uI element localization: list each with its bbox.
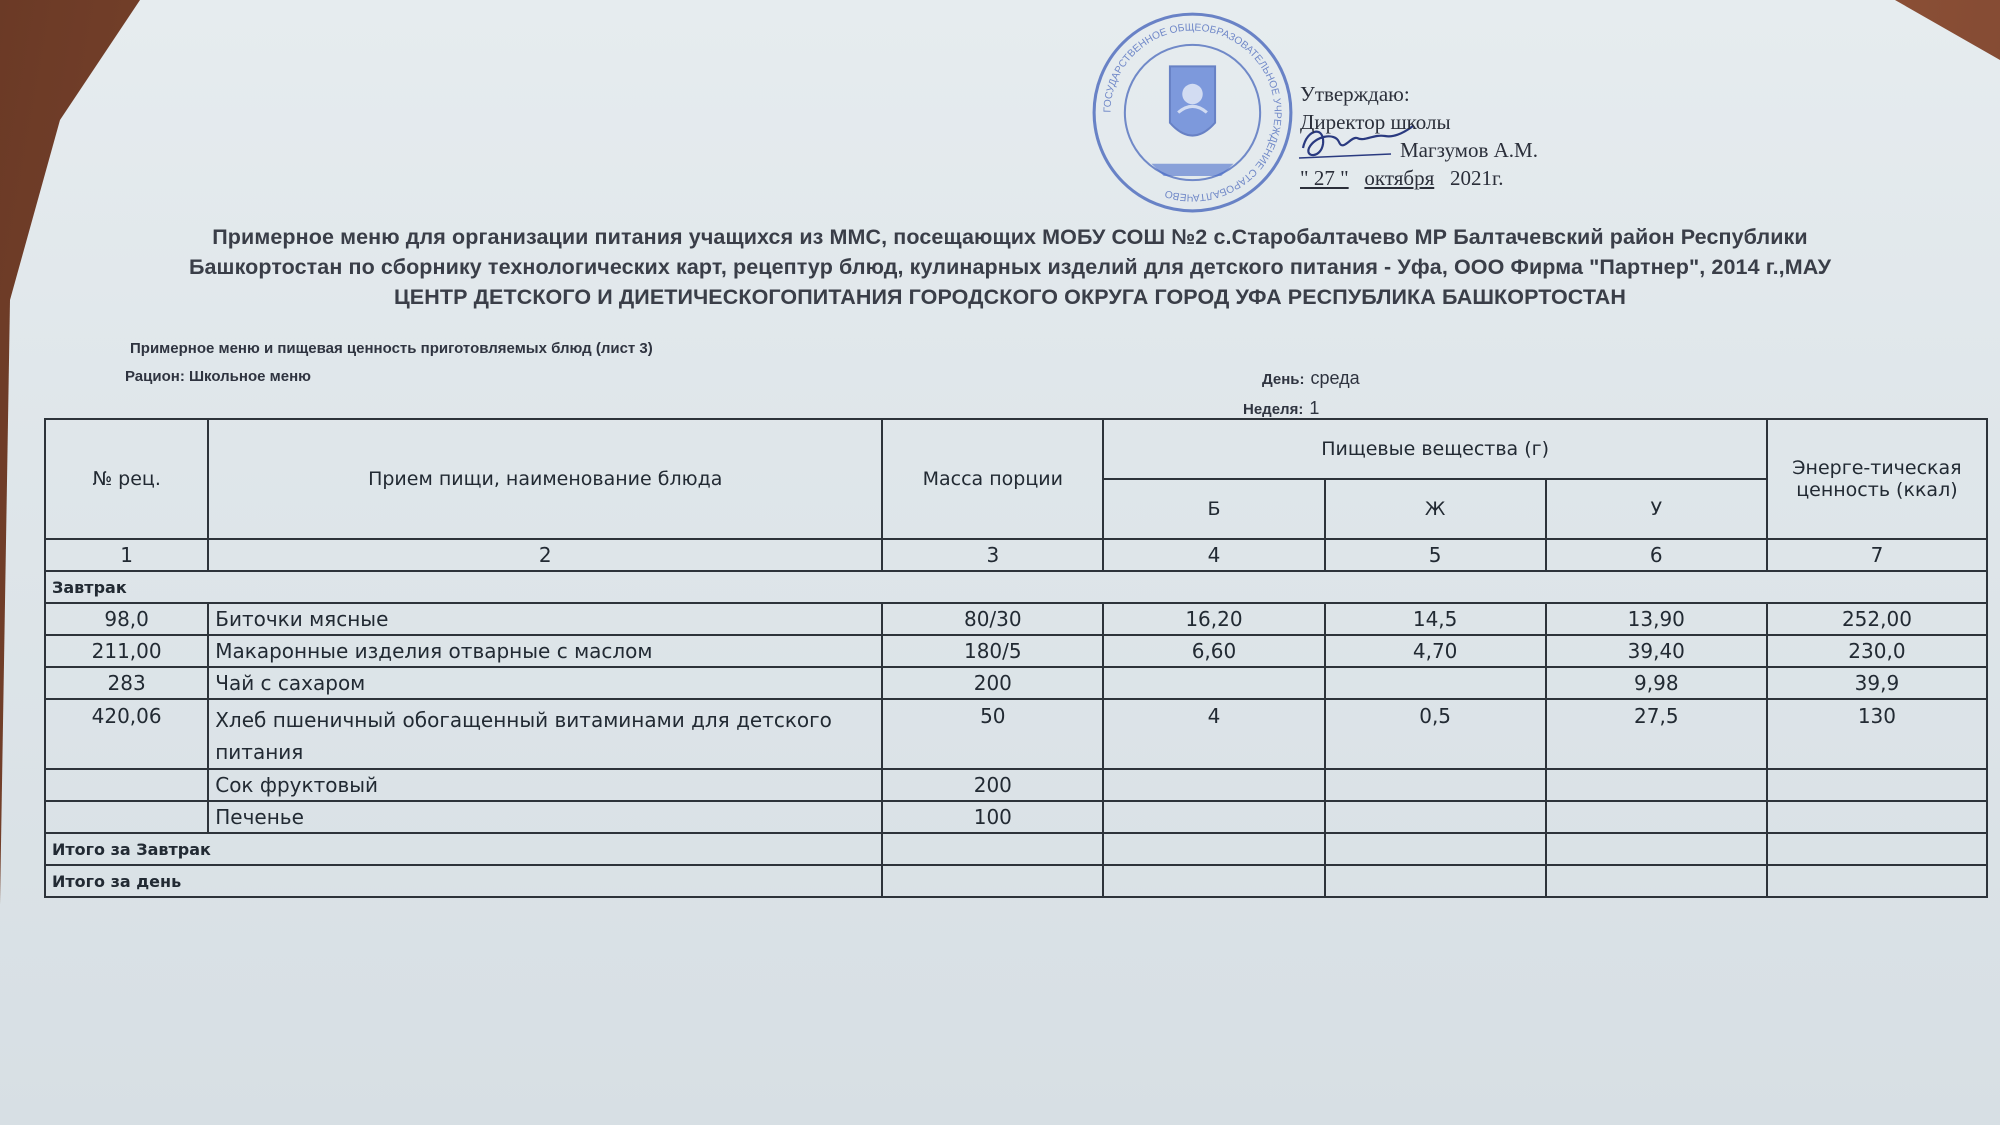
cell-b: 6,60 bbox=[1103, 635, 1324, 667]
cell-kcal bbox=[1767, 769, 1987, 801]
cell-kcal: 39,9 bbox=[1767, 667, 1987, 699]
column-number-row bbox=[45, 539, 1987, 571]
stamp-ring-text: ГОСУДАРСТВЕННОЕ ОБЩЕОБРАЗОВАТЕЛЬНОЕ УЧРЕЖДЕНИЕ СТАРОБАЛТАЧЕВО bbox=[1102, 22, 1283, 203]
col-number: 2 bbox=[208, 539, 882, 571]
cell-name: Печенье bbox=[208, 801, 882, 833]
approval-date-year: 2021г. bbox=[1450, 166, 1504, 190]
cell-name: Чай с сахаром bbox=[208, 667, 882, 699]
cell-b: 16,20 bbox=[1103, 603, 1324, 635]
header-name: Прием пищи, наименование блюда bbox=[208, 419, 882, 539]
day-label: День: bbox=[1262, 371, 1305, 388]
approval-block bbox=[1300, 80, 1538, 192]
cell-mass: 200 bbox=[882, 769, 1103, 801]
cell-mass: 50 bbox=[882, 699, 1103, 769]
table-row bbox=[45, 769, 1987, 801]
table-row bbox=[45, 603, 1987, 635]
cell-b bbox=[1103, 667, 1324, 699]
cell-u bbox=[1546, 769, 1767, 801]
total-cell bbox=[1767, 865, 1987, 897]
cell-zh bbox=[1325, 769, 1546, 801]
cell-name: Макаронные изделия отварные с маслом bbox=[208, 635, 882, 667]
total-cell bbox=[882, 833, 1103, 865]
menu-table bbox=[44, 418, 1988, 898]
total-cell bbox=[1546, 833, 1767, 865]
cell-kcal: 130 bbox=[1767, 699, 1987, 769]
cell-rec bbox=[45, 801, 208, 833]
cell-u: 39,40 bbox=[1546, 635, 1767, 667]
cell-u: 13,90 bbox=[1546, 603, 1767, 635]
day-row bbox=[1262, 368, 1360, 389]
cell-kcal: 252,00 bbox=[1767, 603, 1987, 635]
cell-kcal bbox=[1767, 801, 1987, 833]
document-title: Примерное меню для организации питания учащихся из ММС, посещающих МОБУ СОШ №2 с.Старобалтачево МР Балтачевский район Республики Башкортостан по сборнику технологических карт, рецептур блюд, кулинарных изделий для детского питания - Уфа, ООО Фирма "Партнер", 2014 г.,МАУ ЦЕНТР ДЕТСКОГО И ДИЕТИЧЕСКОГОПИТАНИЯ ГОРОДСКОГО ОКРУГА ГОРОД УФА РЕСПУБЛИКА БАШКОРТОСТАН bbox=[188, 225, 1832, 309]
week-value: 1 bbox=[1309, 398, 1320, 418]
col-number: 6 bbox=[1546, 539, 1767, 571]
document-subtitle: Примерное меню и пищевая ценность приготовляемых блюд (лист 3) bbox=[130, 340, 653, 357]
total-row bbox=[45, 865, 1987, 897]
total-cell bbox=[1767, 833, 1987, 865]
cell-rec: 283 bbox=[45, 667, 208, 699]
cell-rec: 98,0 bbox=[45, 603, 208, 635]
table-row bbox=[45, 801, 1987, 833]
cell-mass: 180/5 bbox=[882, 635, 1103, 667]
total-breakfast-label: Итого за Завтрак bbox=[45, 833, 882, 865]
cell-u: 27,5 bbox=[1546, 699, 1767, 769]
total-day-label: Итого за день bbox=[45, 865, 882, 897]
header-mass: Масса порции bbox=[882, 419, 1103, 539]
cell-rec: 211,00 bbox=[45, 635, 208, 667]
col-number: 1 bbox=[45, 539, 208, 571]
table-row bbox=[45, 667, 1987, 699]
total-cell bbox=[882, 865, 1103, 897]
cell-zh: 0,5 bbox=[1325, 699, 1546, 769]
cell-b: 4 bbox=[1103, 699, 1324, 769]
col-number: 4 bbox=[1103, 539, 1324, 571]
cell-name: Биточки мясные bbox=[208, 603, 882, 635]
section-breakfast: Завтрак bbox=[45, 571, 1987, 603]
approval-line-2: Директор школы bbox=[1300, 110, 1451, 134]
cell-rec bbox=[45, 769, 208, 801]
week-row bbox=[1243, 398, 1319, 419]
header-energy: Энерге-тическая ценность (ккал) bbox=[1767, 419, 1987, 539]
total-row bbox=[45, 833, 1987, 865]
header-zh: Ж bbox=[1325, 479, 1546, 539]
cell-b bbox=[1103, 769, 1324, 801]
approval-date-month: октября bbox=[1364, 166, 1435, 190]
cell-zh bbox=[1325, 801, 1546, 833]
cell-u: 9,98 bbox=[1546, 667, 1767, 699]
cell-mass: 200 bbox=[882, 667, 1103, 699]
col-number: 5 bbox=[1325, 539, 1546, 571]
approval-line-1: Утверждаю: bbox=[1300, 82, 1410, 106]
official-stamp bbox=[1090, 10, 1295, 215]
day-value: среда bbox=[1310, 368, 1360, 388]
cell-mass: 100 bbox=[882, 801, 1103, 833]
cell-kcal: 230,0 bbox=[1767, 635, 1987, 667]
ration-value: Школьное меню bbox=[188, 368, 311, 385]
cell-u bbox=[1546, 801, 1767, 833]
table-row bbox=[45, 635, 1987, 667]
table-header-row bbox=[45, 419, 1987, 479]
approval-date-day: " 27 " bbox=[1300, 166, 1349, 190]
ration-row bbox=[125, 368, 311, 385]
ration-label: Рацион: bbox=[125, 368, 185, 385]
cell-zh: 14,5 bbox=[1325, 603, 1546, 635]
cell-name: Сок фруктовый bbox=[208, 769, 882, 801]
total-cell bbox=[1546, 865, 1767, 897]
approval-date bbox=[1300, 164, 1538, 192]
cell-rec: 420,06 bbox=[45, 699, 208, 769]
cell-b bbox=[1103, 801, 1324, 833]
total-cell bbox=[1325, 833, 1546, 865]
col-number: 7 bbox=[1767, 539, 1987, 571]
total-cell bbox=[1103, 833, 1324, 865]
table-row bbox=[45, 699, 1987, 769]
section-row bbox=[45, 571, 1987, 603]
approval-director-name: Магзумов А.М. bbox=[1400, 138, 1538, 162]
total-cell bbox=[1103, 865, 1324, 897]
cell-zh bbox=[1325, 667, 1546, 699]
col-number: 3 bbox=[882, 539, 1103, 571]
week-label: Неделя: bbox=[1243, 401, 1304, 418]
header-nutrients: Пищевые вещества (г) bbox=[1103, 419, 1766, 479]
cell-mass: 80/30 bbox=[882, 603, 1103, 635]
cell-name: Хлеб пшеничный обогащенный витаминами для детского питания bbox=[208, 699, 882, 769]
header-num: № рец. bbox=[45, 419, 208, 539]
header-u: У bbox=[1546, 479, 1767, 539]
total-cell bbox=[1325, 865, 1546, 897]
header-b: Б bbox=[1103, 479, 1324, 539]
cell-zh: 4,70 bbox=[1325, 635, 1546, 667]
